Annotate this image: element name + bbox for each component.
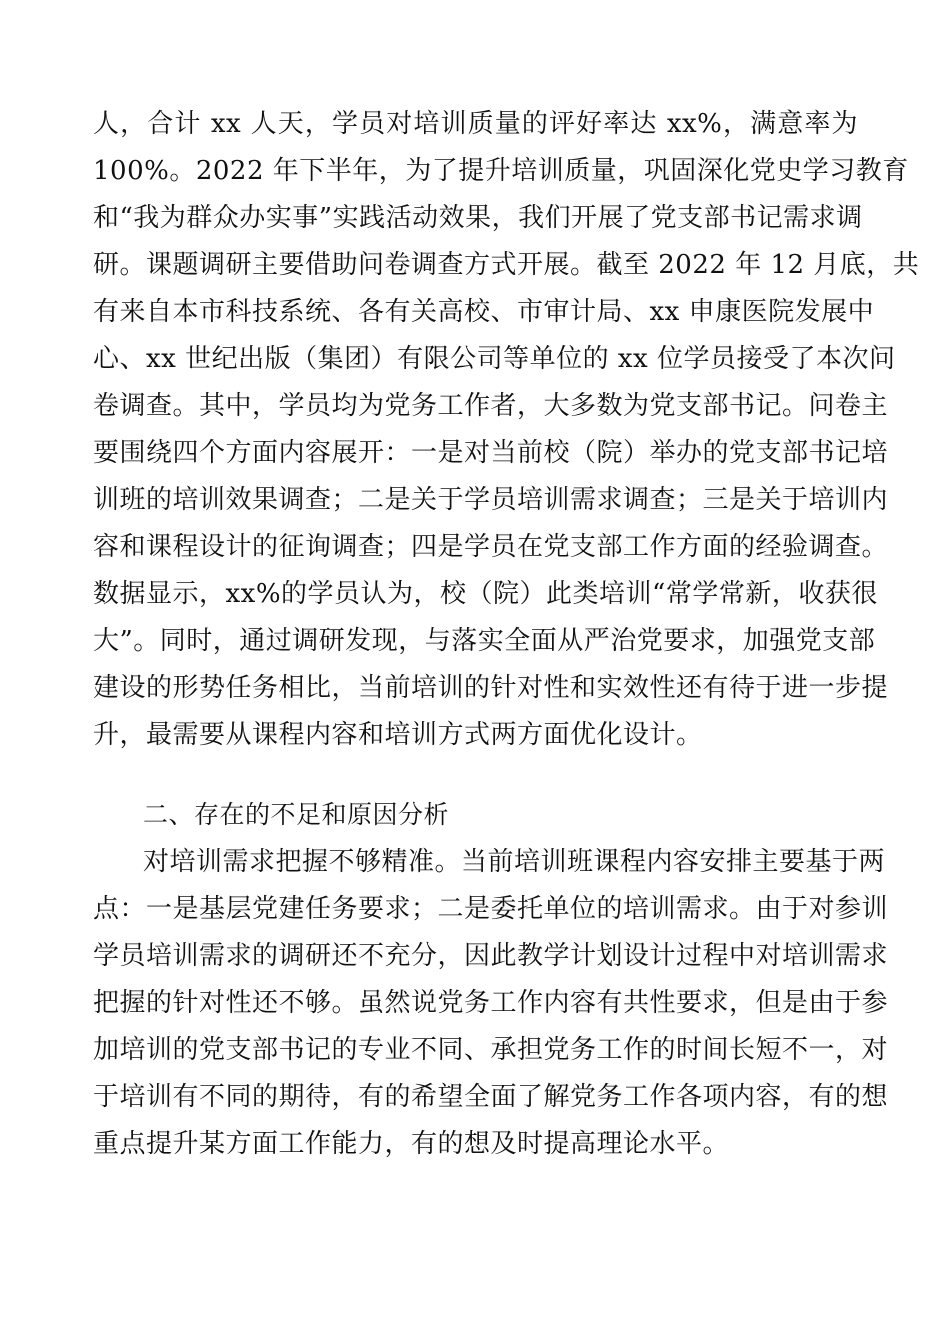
section-heading: 二、存在的不足和原因分析 [143,800,450,829]
paragraph-2-line: 于培训有不同的期待，有的希望全面了解党务工作各项内容，有的想 [93,1082,889,1112]
paragraph-2-line: 加培训的党支部书记的专业不同、承担党务工作的时间长短不一，对 [93,1035,889,1065]
paragraph-1-line: 容和课程设计的征询调查；四是学员在党支部工作方面的经验调查。 [93,532,889,562]
paragraph-2-line: 把握的针对性还不够。虽然说党务工作内容有共性要求，但是由于参 [93,988,889,1018]
paragraph-1-line: 要围绕四个方面内容展开：一是对当前校（院）举办的党支部书记培 [93,438,889,468]
paragraph-2-line: 点：一是基层党建任务要求；二是委托单位的培训需求。由于对参训 [93,894,889,924]
paragraph-1-line: 人，合计 xx 人天，学员对培训质量的评好率达 xx%，满意率为 [93,109,858,139]
paragraph-1-line: 升，最需要从课程内容和培训方式两方面优化设计。 [93,720,703,750]
paragraph-1-line: 心、xx 世纪出版（集团）有限公司等单位的 xx 位学员接受了本次问 [93,344,896,374]
paragraph-1-line: 大”。同时，通过调研发现，与落实全面从严治党要求，加强党支部 [93,626,876,656]
paragraph-2-line: 学员培训需求的调研还不充分，因此教学计划设计过程中对培训需求 [93,941,889,971]
paragraph-1-line: 和“我为群众办实事”实践活动效果，我们开展了党支部书记需求调 [93,203,863,233]
paragraph-1-line: 100%。2022 年下半年，为了提升培训质量，巩固深化党史学习教育 [93,156,909,186]
paragraph-1-line: 数据显示，xx%的学员认为，校（院）此类培训“常学常新，收获很 [93,579,878,609]
paragraph-1-line: 卷调查。其中，学员均为党务工作者，大多数为党支部书记。问卷主 [93,391,889,421]
paragraph-1-line: 建设的形势任务相比，当前培训的针对性和实效性还有待于进一步提 [93,673,889,703]
paragraph-1-line: 研。课题调研主要借助问卷调查方式开展。截至 2022 年 12 月底，共 [93,250,920,280]
paragraph-2-line: 重点提升某方面工作能力，有的想及时提高理论水平。 [93,1129,730,1159]
paragraph-1-line: 训班的培训效果调查；二是关于学员培训需求调查；三是关于培训内 [93,485,889,515]
paragraph-2-line: 对培训需求把握不够精准。当前培训班课程内容安排主要基于两 [143,847,886,877]
paragraph-1-line: 有来自本市科技系统、各有关高校、市审计局、xx 申康医院发展中 [93,297,875,327]
